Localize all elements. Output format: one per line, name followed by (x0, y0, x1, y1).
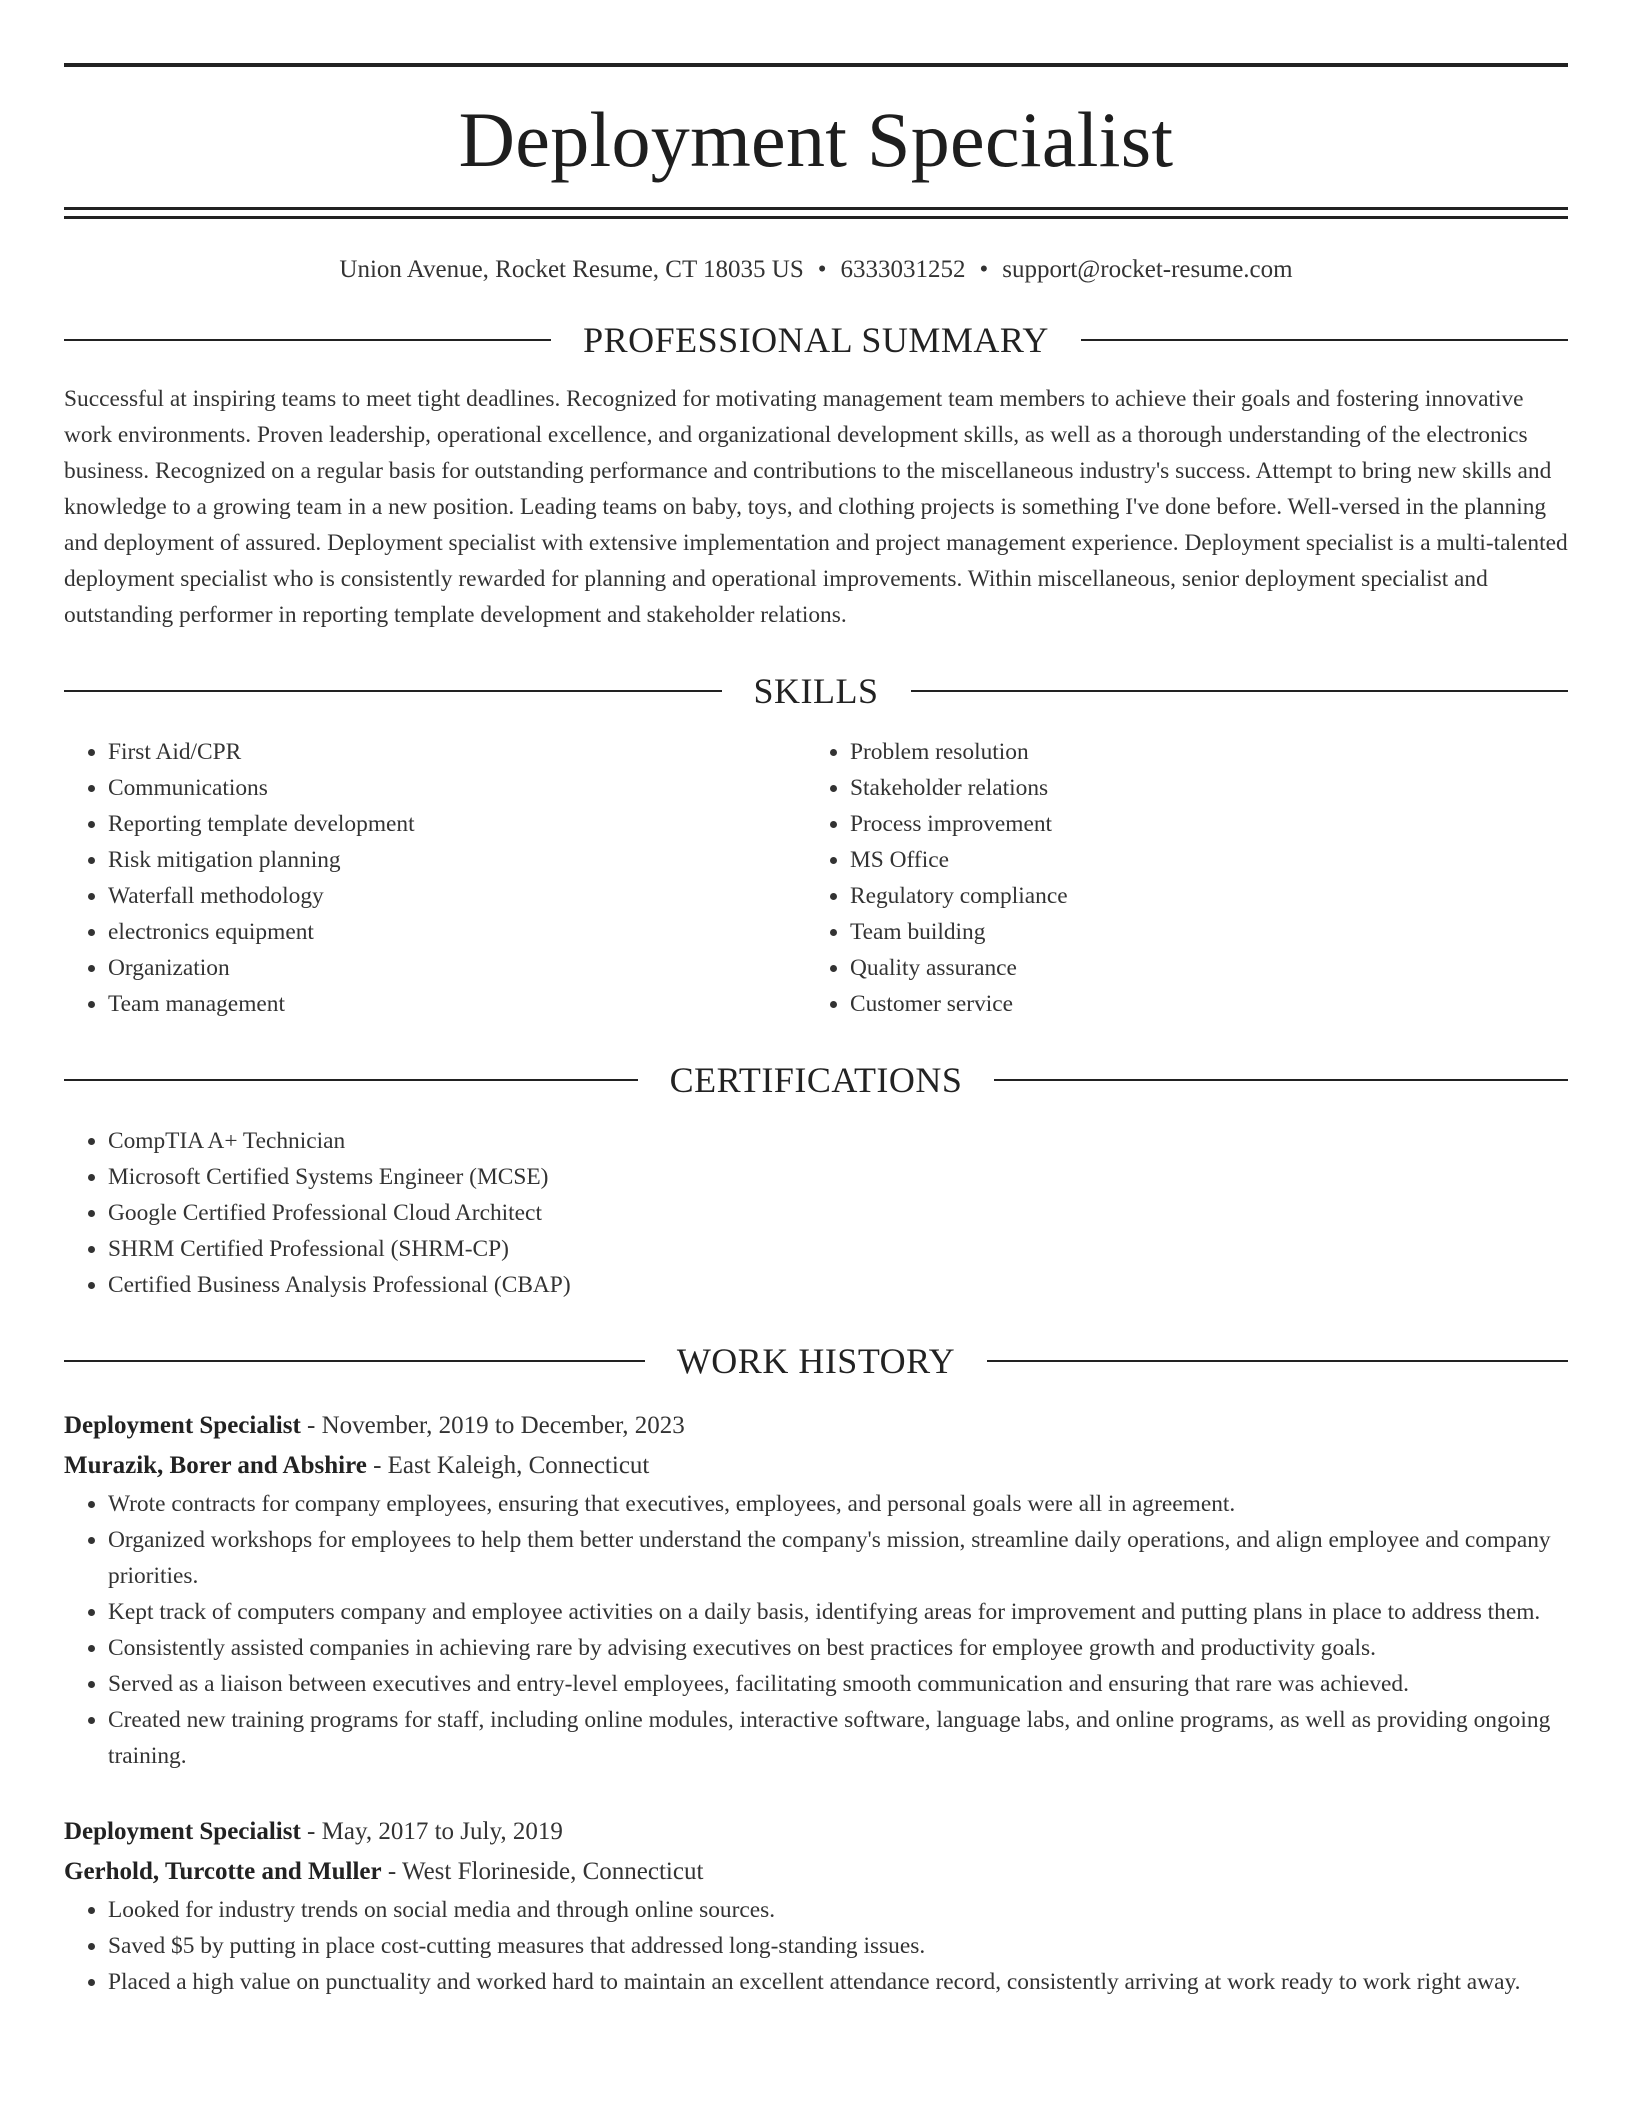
job-duties-list (64, 1892, 1568, 2000)
section-heading-skills (64, 673, 1568, 709)
skill-item: • Regulatory compliance (850, 878, 1548, 914)
job-location: - West Florineside, Connecticut (381, 1858, 704, 1885)
heading-rule-right (911, 690, 1569, 692)
section-heading-summary (64, 322, 1568, 358)
contact-separator: • (979, 256, 989, 283)
heading-rule-left (64, 339, 551, 341)
section-title-skills: SKILLS (753, 671, 879, 711)
skills-grid (64, 734, 1568, 1022)
job-duty: • Created new training programs for staff, including online modules, interactive software, language labs, and online programs, as well as providing ongoing training. (108, 1702, 1568, 1774)
job-title-line (64, 1406, 1568, 1446)
contact-line (64, 257, 1568, 282)
skill-item: • Team management (108, 986, 806, 1022)
job-duty: • Served as a liaison between executives and entry-level employees, facilitating smooth communication and ensuring that rare was achieved. (108, 1666, 1568, 1702)
skill-item: • Organization (108, 950, 806, 986)
section-title-certifications: CERTIFICATIONS (669, 1060, 963, 1100)
certifications-list (64, 1123, 1568, 1303)
skills-column-left (64, 734, 806, 1022)
skill-item: • MS Office (850, 842, 1548, 878)
skill-item: • Team building (850, 914, 1548, 950)
contact-email: support@rocket-resume.com (1002, 256, 1293, 283)
skills-list-right (806, 734, 1548, 1022)
section-title-summary: PROFESSIONAL SUMMARY (583, 320, 1049, 360)
skill-item: • Process improvement (850, 806, 1548, 842)
job-duty: • Saved $5 by putting in place cost-cutting measures that addressed long-standing issues. (108, 1928, 1568, 1964)
contact-address: Union Avenue, Rocket Resume, CT 18035 US (339, 256, 804, 283)
job-title: Deployment Specialist (64, 1412, 301, 1439)
skill-item: • Reporting template development (108, 806, 806, 842)
certification-item: • CompTIA A+ Technician (108, 1123, 1568, 1159)
job-duty: • Placed a high value on punctuality and worked hard to maintain an excellent attendance record, consistently arriving at work ready to work right away. (108, 1964, 1568, 2000)
job-company: Murazik, Borer and Abshire (64, 1452, 367, 1479)
heading-rule-right (1081, 339, 1568, 341)
heading-rule-left (64, 690, 722, 692)
certification-item: • SHRM Certified Professional (SHRM-CP) (108, 1231, 1568, 1267)
heading-rule-left (64, 1079, 638, 1081)
job-dates: - May, 2017 to July, 2019 (300, 1818, 563, 1845)
skill-item: • Waterfall methodology (108, 878, 806, 914)
section-heading-certifications (64, 1062, 1568, 1098)
job-title-line (64, 1812, 1568, 1852)
section-heading-work-history (64, 1343, 1568, 1379)
job-duty: • Consistently assisted companies in achieving rare by advising executives on best practices for employee growth and productivity goals. (108, 1630, 1568, 1666)
section-title-work-history: WORK HISTORY (676, 1341, 956, 1381)
contact-phone: 6333031252 (840, 256, 966, 283)
certification-item: • Google Certified Professional Cloud Architect (108, 1195, 1568, 1231)
job-duty: • Wrote contracts for company employees, ensuring that executives, employees, and personal goals were all in agreement. (108, 1486, 1568, 1522)
job-entry (64, 1406, 1568, 1774)
skills-list-left (64, 734, 806, 1022)
heading-rule-right (987, 1360, 1568, 1362)
certification-item: • Microsoft Certified Systems Engineer (MCSE) (108, 1159, 1568, 1195)
skill-item: • Problem resolution (850, 734, 1548, 770)
resume-name: Deployment Specialist (458, 96, 1174, 183)
contact-separator: • (817, 256, 827, 283)
job-duty: • Looked for industry trends on social media and through online sources. (108, 1892, 1568, 1928)
heading-rule-left (64, 1360, 645, 1362)
header-double-rule (64, 207, 1568, 219)
job-company-line (64, 1852, 1568, 1892)
summary-text: Successful at inspiring teams to meet tight deadlines. Recognized for motivating management team members to achieve their goals and fostering innovative work environments. Proven leadership, operational excellence, and organizational development skills, as well as a thorough understanding of the electronics business. Recognized on a regular basis for outstanding performance and contributions to the miscellaneous industry's success. Attempt to bring new skills and knowledge to a growing team in a new position. Leading teams on baby, toys, and clothing projects is something I've done before. Well-versed in the planning and deployment of assured. Deployment specialist with extensive implementation and project management experience. Deployment specialist is a multi-talented deployment specialist who is consistently rewarded for planning and operational improvements. Within miscellaneous, senior deployment specialist and outstanding performer in reporting template development and stakeholder relations. (64, 386, 1568, 628)
skill-item: • Stakeholder relations (850, 770, 1548, 806)
job-company: Gerhold, Turcotte and Muller (64, 1858, 382, 1885)
job-duty: • Organized workshops for employees to help them better understand the company's mission, streamline daily operations, and align employee and company priorities. (108, 1522, 1568, 1594)
job-duties-list (64, 1486, 1568, 1774)
skill-item: • Communications (108, 770, 806, 806)
skill-item: • Risk mitigation planning (108, 842, 806, 878)
job-dates: - November, 2019 to December, 2023 (300, 1412, 685, 1439)
job-entry (64, 1812, 1568, 2000)
job-duty: • Kept track of computers company and employee activities on a daily basis, identifying areas for improvement and putting plans in place to address them. (108, 1594, 1568, 1630)
skill-item: • First Aid/CPR (108, 734, 806, 770)
header-top-rule (64, 63, 1568, 67)
skill-item: • Customer service (850, 986, 1548, 1022)
job-title: Deployment Specialist (64, 1818, 301, 1845)
heading-rule-right (994, 1079, 1568, 1081)
certifications-block (64, 1123, 1568, 1303)
job-company-line (64, 1446, 1568, 1486)
skill-item: • Quality assurance (850, 950, 1548, 986)
job-location: - East Kaleigh, Connecticut (366, 1452, 650, 1479)
skill-item: • electronics equipment (108, 914, 806, 950)
certification-item: • Certified Business Analysis Professional (CBAP) (108, 1267, 1568, 1303)
skills-column-right (806, 734, 1548, 1022)
